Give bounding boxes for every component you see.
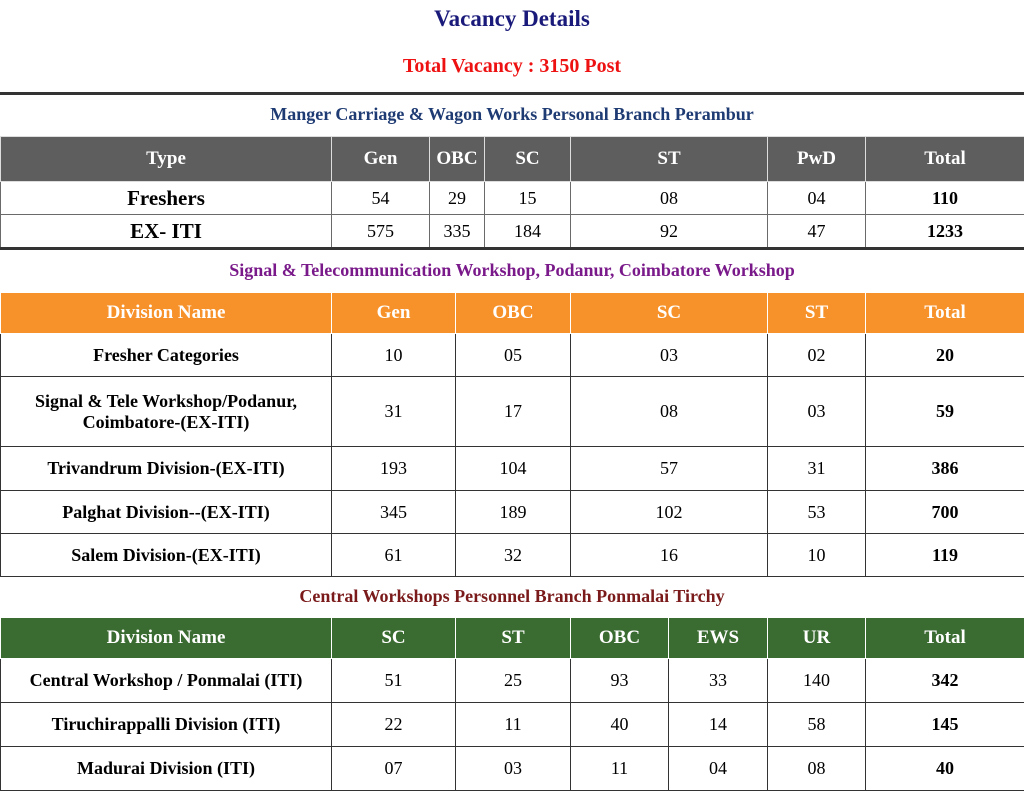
column-header: PwD [768, 137, 866, 182]
row-label: Tiruchirappalli Division (ITI) [1, 703, 332, 747]
table-cell: 10 [332, 334, 456, 377]
table-cell: 57 [571, 447, 768, 491]
table-cell: 05 [456, 334, 571, 377]
table-cell: 184 [485, 215, 571, 249]
table-cell: 58 [768, 703, 866, 747]
table-cell: 54 [332, 182, 430, 215]
table-cell: 03 [571, 334, 768, 377]
column-header: Total [866, 618, 1024, 659]
table-cell: 11 [456, 703, 571, 747]
table-cell: 02 [768, 334, 866, 377]
table-cell: 40 [571, 703, 669, 747]
column-header: Total [866, 137, 1024, 182]
row-label: Signal & Tele Workshop/Podanur, Coimbatore-(EX-ITI) [1, 377, 332, 447]
table-cell: 345 [332, 491, 456, 534]
table-cell: 31 [768, 447, 866, 491]
row-total: 1233 [866, 215, 1024, 249]
table-row [1, 534, 1024, 577]
table-ponmalai [0, 617, 1024, 791]
table-row [1, 747, 1024, 791]
table-cell: 08 [571, 377, 768, 447]
table-row [1, 703, 1024, 747]
row-label: Freshers [1, 182, 332, 215]
row-label: Madurai Division (ITI) [1, 747, 332, 791]
table-cell: 575 [332, 215, 430, 249]
table-cell: 102 [571, 491, 768, 534]
table-cell: 33 [669, 659, 768, 703]
table-row [1, 491, 1024, 534]
column-header: UR [768, 618, 866, 659]
row-label: Salem Division-(EX-ITI) [1, 534, 332, 577]
row-total: 386 [866, 447, 1024, 491]
table-cell: 61 [332, 534, 456, 577]
row-label: Palghat Division--(EX-ITI) [1, 491, 332, 534]
column-header: SC [332, 618, 456, 659]
column-header: Division Name [1, 293, 332, 334]
column-header: OBC [571, 618, 669, 659]
row-total: 59 [866, 377, 1024, 447]
column-header: EWS [669, 618, 768, 659]
table-row [1, 659, 1024, 703]
table-row [1, 334, 1024, 377]
table-cell: 31 [332, 377, 456, 447]
table-cell: 51 [332, 659, 456, 703]
table-header-row [1, 618, 1024, 659]
table-header-row [1, 137, 1024, 182]
table-cell: 335 [430, 215, 485, 249]
table-cell: 22 [332, 703, 456, 747]
table-cell: 189 [456, 491, 571, 534]
table-row [1, 182, 1024, 215]
row-total: 342 [866, 659, 1024, 703]
column-header: ST [456, 618, 571, 659]
row-total: 20 [866, 334, 1024, 377]
table-podanur [0, 292, 1024, 577]
table-cell: 04 [768, 182, 866, 215]
table-cell: 03 [768, 377, 866, 447]
table-cell: 140 [768, 659, 866, 703]
row-total: 110 [866, 182, 1024, 215]
table-row [1, 377, 1024, 447]
table-cell: 32 [456, 534, 571, 577]
table-cell: 16 [571, 534, 768, 577]
row-total: 119 [866, 534, 1024, 577]
total-vacancy: Total Vacancy : 3150 Post [0, 55, 1024, 78]
table-cell: 25 [456, 659, 571, 703]
table-cell: 53 [768, 491, 866, 534]
section-title-perambur: Manger Carriage & Wagon Works Personal Branch Perambur [0, 104, 1024, 125]
table-cell: 11 [571, 747, 669, 791]
table-cell: 92 [571, 215, 768, 249]
section-title-ponmalai: Central Workshops Personnel Branch Ponmalai Tirchy [0, 586, 1024, 607]
column-header: Type [1, 137, 332, 182]
row-total: 145 [866, 703, 1024, 747]
table-cell: 03 [456, 747, 571, 791]
table-cell: 93 [571, 659, 669, 703]
table-cell: 17 [456, 377, 571, 447]
column-header: Division Name [1, 618, 332, 659]
row-label: Central Workshop / Ponmalai (ITI) [1, 659, 332, 703]
column-header: SC [485, 137, 571, 182]
divider [0, 92, 1024, 95]
column-header: ST [768, 293, 866, 334]
table-cell: 29 [430, 182, 485, 215]
table-row [1, 447, 1024, 491]
table-cell: 07 [332, 747, 456, 791]
row-total: 40 [866, 747, 1024, 791]
column-header: Total [866, 293, 1024, 334]
section-title-podanur: Signal & Telecommunication Workshop, Podanur, Coimbatore Workshop [0, 260, 1024, 281]
table-cell: 104 [456, 447, 571, 491]
row-label: EX- ITI [1, 215, 332, 249]
table-header-row [1, 293, 1024, 334]
table-cell: 47 [768, 215, 866, 249]
table-cell: 15 [485, 182, 571, 215]
table-row [1, 215, 1024, 249]
column-header: SC [571, 293, 768, 334]
table-cell: 10 [768, 534, 866, 577]
row-label: Trivandrum Division-(EX-ITI) [1, 447, 332, 491]
table-cell: 08 [571, 182, 768, 215]
column-header: OBC [456, 293, 571, 334]
column-header: Gen [332, 137, 430, 182]
table-cell: 14 [669, 703, 768, 747]
row-label: Fresher Categories [1, 334, 332, 377]
table-perambur [0, 136, 1024, 250]
column-header: ST [571, 137, 768, 182]
column-header: OBC [430, 137, 485, 182]
table-cell: 193 [332, 447, 456, 491]
column-header: Gen [332, 293, 456, 334]
page-title: Vacancy Details [0, 6, 1024, 32]
row-total: 700 [866, 491, 1024, 534]
table-cell: 04 [669, 747, 768, 791]
table-cell: 08 [768, 747, 866, 791]
